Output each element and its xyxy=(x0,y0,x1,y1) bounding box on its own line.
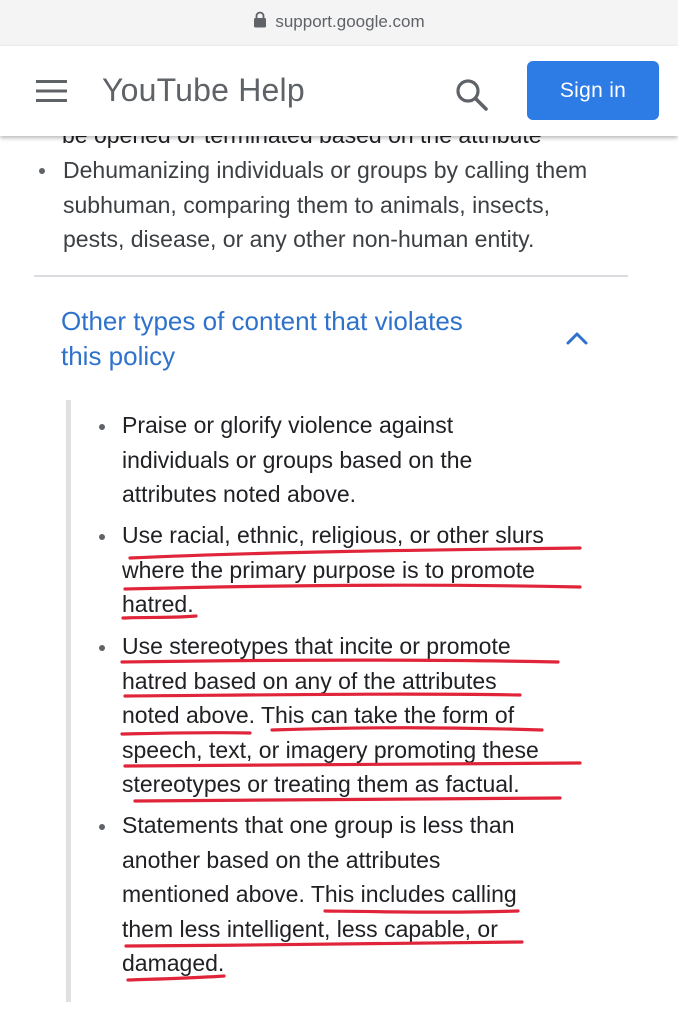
chevron-up-icon[interactable] xyxy=(565,330,589,351)
help-center-header xyxy=(0,46,678,136)
url-text: support.google.com xyxy=(275,12,425,31)
browser-url-bar[interactable] xyxy=(0,0,678,46)
top-bullet-line: Dehumanizing individuals or groups by calling them xyxy=(63,157,588,183)
bullet-dot xyxy=(39,168,45,174)
top-bullet-line: pests, disease, or any other non-human entity. xyxy=(63,226,535,252)
policy-item-line: attributes noted above. xyxy=(122,481,356,507)
search-icon[interactable] xyxy=(455,78,489,117)
policy-item-line: Use stereotypes that incite or promote xyxy=(122,633,511,659)
url-display[interactable] xyxy=(253,11,424,33)
policy-item-line: another based on the attributes xyxy=(122,846,441,873)
policy-item-line: stereotypes or treating them as factual. xyxy=(122,771,520,797)
section-heading-line: this policy xyxy=(61,341,176,371)
policy-item-line: speech, text, or imagery promoting these xyxy=(122,736,539,763)
bullet-dot xyxy=(99,534,105,540)
bullet-dot xyxy=(99,645,105,651)
policy-item-line: mentioned above. This includes calling xyxy=(122,881,517,907)
policy-item-line: noted above. This can take the form of xyxy=(122,702,515,728)
menu-icon[interactable] xyxy=(36,79,68,108)
policy-item-line: hatred based on any of the attributes xyxy=(122,667,497,694)
bullet-dot xyxy=(99,424,105,430)
policy-item-line: damaged. xyxy=(122,950,225,976)
section-divider xyxy=(34,275,628,277)
section-heading-other-content[interactable] xyxy=(61,304,463,374)
bullet-dot xyxy=(99,824,105,830)
page-title[interactable]: YouTube Help xyxy=(102,72,305,108)
expanded-section-rule xyxy=(66,400,71,1002)
section-heading-line: Other types of content that violates xyxy=(61,306,463,336)
policy-item-line: where the primary purpose is to promote xyxy=(122,556,535,583)
policy-item-line: Praise or glorify violence against xyxy=(122,412,454,438)
policy-item-line: Statements that one group is less than xyxy=(122,812,515,838)
policy-item-line: Use racial, ethnic, religious, or other slurs xyxy=(122,522,544,548)
policy-item-line: them less intelligent, less capable, or xyxy=(122,915,498,942)
lock-icon xyxy=(253,11,267,33)
sign-in-button[interactable]: Sign in xyxy=(527,61,659,120)
policy-item-line: individuals or groups based on the xyxy=(122,446,473,473)
policy-item-line: hatred. xyxy=(122,591,194,617)
top-bullet-line: subhuman, comparing them to animals, insects, xyxy=(63,191,551,218)
